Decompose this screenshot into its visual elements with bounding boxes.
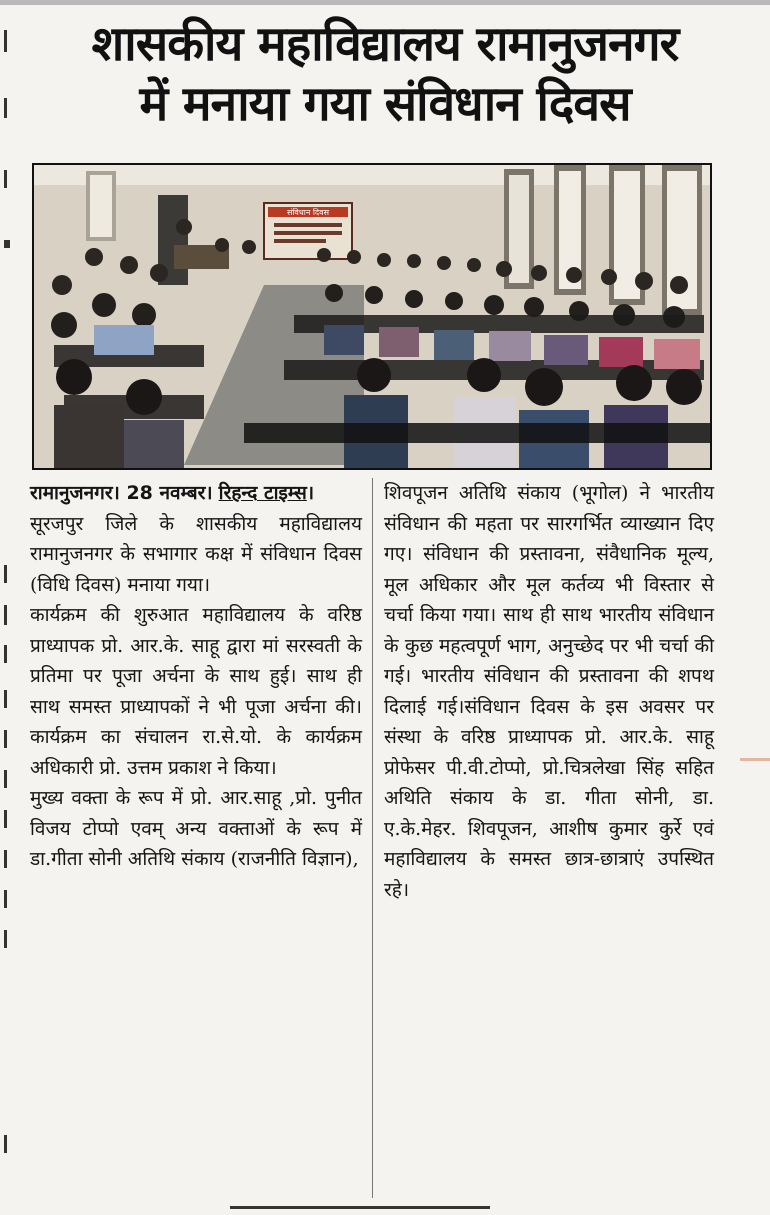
- event-photo: [32, 163, 712, 470]
- auditorium-photo-icon: [34, 165, 710, 468]
- dateline-paragraph: [30, 478, 362, 509]
- edge-mark: [740, 758, 770, 761]
- article-column-left: [30, 478, 362, 875]
- column-divider: [372, 478, 373, 1198]
- paragraph-1: सूरजपुर जिले के शासकीय महाविद्यालय रामानुजनगर के सभागार कक्ष में संविधान दिवस (विधि दिवस) मनाया गया।: [30, 512, 362, 596]
- source-name: रिहन्द टाइम्स: [218, 482, 307, 504]
- left-column-edge: [0, 0, 22, 1215]
- headline-line-2: में मनाया गया संविधान दिवस: [139, 76, 631, 132]
- paragraph-3: मुख्य वक्ता के रूप में प्रो. आर.साहू ,प्रो. पुनीत विजय टोप्पो एवम् अन्य वक्ताओं के रूप में डा.गीता सोनी अतिथि संकाय (राजनीति विज्ञान),: [30, 787, 362, 870]
- headline: [24, 14, 746, 134]
- paragraph-4: शिवपूजन अतिथि संकाय (भूगोल) ने भारतीय संविधान की महता पर सारगर्भित व्याख्यान दिए गए। संविधान की प्रस्तावना, संवैधानिक मूल्य, मूल अधिकार और मूल कर्तव्य भी विस्तार से चर्चा किया गया। साथ ही साथ भारतीय संविधान के कुछ महत्वपूर्ण भाग, अनुच्छेद पर भी चर्चा की गई। भारतीय संविधान की प्रस्तावना की शपथ दिलाई गई।संविधान दिवस के इस अवसर पर संस्था के वरिष्ठ प्राध्यापक प्रो. आर.के. साहू प्रोफेसर पी.वी.टोप्पो, प्रो.चित्रलेखा सिंह सहित अथिति संकाय के डा. गीता सोनी, डा. ए.के.मेहर. शिवपूजन, आशीष कुमार कुर्रे एवं महाविद्यालय के समस्त छात्र-छात्राएं उपस्थित रहे।: [384, 482, 714, 901]
- bottom-rule: [230, 1206, 490, 1209]
- headline-line-1: शासकीय महाविद्यालय रामानुजनगर: [91, 16, 679, 72]
- paragraph-2: कार्यक्रम की शुरुआत महाविद्यालय के वरिष्ठ प्राध्यापक प्रो. आर.के. साहू द्वारा मां सरस्वती के प्रतिमा पर पूजा अर्चना के साथ हुई। साथ ही साथ समस्त प्राध्यापकों ने भी पूजा अर्चना की। कार्यक्रम का संचालन रा.से.यो. के कार्यक्रम अधिकारी प्रो. उत्तम प्रकाश ने किया।: [30, 604, 362, 779]
- source-suffix: ।: [306, 482, 315, 504]
- banner-title: संविधान दिवस: [286, 208, 330, 217]
- article-column-right: [384, 478, 714, 905]
- top-bar: [0, 0, 770, 5]
- dateline: रामानुजनगर। 28 नवम्बर।: [30, 482, 213, 504]
